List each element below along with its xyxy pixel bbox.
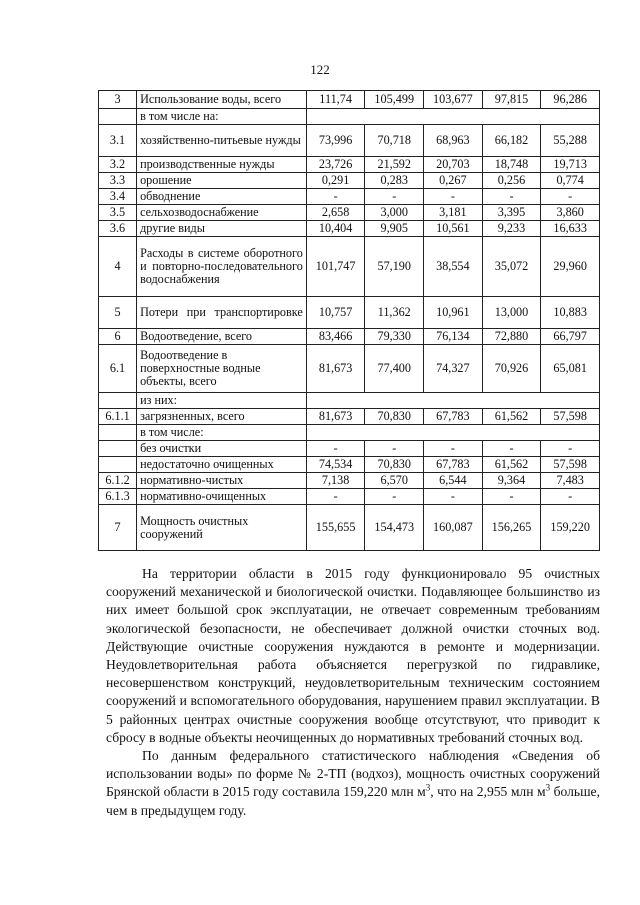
- row-number: [99, 457, 137, 473]
- value-cell: 21,592: [365, 157, 424, 173]
- value-cell: 38,554: [424, 237, 483, 297]
- table-row: [99, 409, 600, 425]
- value-cell: -: [306, 189, 365, 205]
- value-cell: 68,963: [424, 125, 483, 157]
- row-number: 6: [99, 329, 137, 345]
- value-cell: 9,233: [482, 221, 541, 237]
- value-cell: 105,499: [365, 91, 424, 109]
- paragraph-1: На территории области в 2015 году функционировало 95 очистных сооружений механической и биологической очистки. Подавляющее большинство из них имеет большой срок эксплуатации, не отвечает современным требованиям экологической безопасности, не обеспечивает должной очистки сточных вод. Действующие очистные сооружения нуждаются в ремонте и модернизации. Неудовлетворительная работа объясняется перегрузкой по гидравлике, несовершенством конструкций, неудовлетворительным техническим состоянием сооружений и вспомогательного оборудования, нарушением правил эксплуатации. В 5 районных центрах очистные сооружения вообще отсутствуют, что приводит к сбросу в водные объекты неочищенных до нормативных требований сточных вод.: [106, 566, 600, 745]
- row-label: Расходы в системе оборотного и повторно-последовательного водоснабжения: [137, 237, 307, 297]
- page-number: 122: [310, 62, 330, 77]
- row-label: без очистки: [137, 441, 307, 457]
- table-row: [99, 91, 600, 109]
- row-label: Мощность очистных сооружений: [137, 505, 307, 551]
- value-cell: 29,960: [541, 237, 600, 297]
- row-label: другие виды: [137, 221, 307, 237]
- value-cell: 2,658: [306, 205, 365, 221]
- value-cell: 16,633: [541, 221, 600, 237]
- value-cell: -: [541, 189, 600, 205]
- row-number: 3.4: [99, 189, 137, 205]
- value-cell: 0,267: [424, 173, 483, 189]
- row-number: 5: [99, 297, 137, 329]
- table-row: [99, 473, 600, 489]
- row-number: 4: [99, 237, 137, 297]
- value-cell: -: [482, 441, 541, 457]
- table-row: [99, 109, 600, 125]
- value-cell: 3,000: [365, 205, 424, 221]
- value-cell: 23,726: [306, 157, 365, 173]
- value-cell: -: [424, 489, 483, 505]
- row-label: производственные нужды: [137, 157, 307, 173]
- value-cell: 70,830: [365, 409, 424, 425]
- row-number: 3.2: [99, 157, 137, 173]
- value-cell: 7,138: [306, 473, 365, 489]
- row-label: сельхозводоснабжение: [137, 205, 307, 221]
- row-number: 3.3: [99, 173, 137, 189]
- row-number: [99, 441, 137, 457]
- value-cell: 101,747: [306, 237, 365, 297]
- value-cell: 57,190: [365, 237, 424, 297]
- value-cell: -: [365, 189, 424, 205]
- paragraph-2: По данным федерального статистического наблюдения «Сведения об использовании воды» по форме № 2-ТП (водхоз), мощность очистных сооружений Брянской области в 2015 году составила 159,220 млн $м^3$, что на 2,955 млн $м^3$ больше, чем в предыдущем году.: [106, 748, 600, 818]
- value-cell: 57,598: [541, 409, 600, 425]
- table-row: [99, 489, 600, 505]
- table-row: [99, 441, 600, 457]
- value-cell: -: [541, 489, 600, 505]
- value-cell: 67,783: [424, 409, 483, 425]
- value-cell: -: [365, 441, 424, 457]
- value-cell: 6,570: [365, 473, 424, 489]
- value-cell: 66,797: [541, 329, 600, 345]
- table-row: [99, 457, 600, 473]
- table-row: [99, 189, 600, 205]
- value-cell: 103,677: [424, 91, 483, 109]
- value-cell: 155,655: [306, 505, 365, 551]
- row-label: из них:: [137, 393, 307, 409]
- value-cell: 81,673: [306, 345, 365, 393]
- row-number: 6.1.1: [99, 409, 137, 425]
- value-cell: 0,283: [365, 173, 424, 189]
- value-cell: 73,996: [306, 125, 365, 157]
- table-row: [99, 221, 600, 237]
- table-row: [99, 125, 600, 157]
- row-number: 6.1: [99, 345, 137, 393]
- row-number: 3.6: [99, 221, 137, 237]
- table-row: [99, 157, 600, 173]
- value-cell: 70,718: [365, 125, 424, 157]
- value-cell: 3,395: [482, 205, 541, 221]
- value-cell: 9,905: [365, 221, 424, 237]
- row-label: хозяйственно-питьевые нужды: [137, 125, 307, 157]
- value-cell: -: [482, 189, 541, 205]
- value-cell: 10,883: [541, 297, 600, 329]
- water-use-table: [98, 90, 600, 551]
- value-cell: 159,220: [541, 505, 600, 551]
- empty-cell: [306, 109, 599, 125]
- value-cell: 57,598: [541, 457, 600, 473]
- row-number: 7: [99, 505, 137, 551]
- value-cell: 79,330: [365, 329, 424, 345]
- empty-cell: [306, 393, 599, 409]
- table-row: [99, 237, 600, 297]
- value-cell: 61,562: [482, 457, 541, 473]
- value-cell: 70,926: [482, 345, 541, 393]
- row-number: [99, 109, 137, 125]
- value-cell: 9,364: [482, 473, 541, 489]
- value-cell: 66,182: [482, 125, 541, 157]
- value-cell: 74,534: [306, 457, 365, 473]
- value-cell: 13,000: [482, 297, 541, 329]
- value-cell: 20,703: [424, 157, 483, 173]
- value-cell: 55,288: [541, 125, 600, 157]
- value-cell: 97,815: [482, 91, 541, 109]
- value-cell: 111,74: [306, 91, 365, 109]
- value-cell: -: [541, 441, 600, 457]
- value-cell: -: [306, 489, 365, 505]
- row-number: 3.5: [99, 205, 137, 221]
- value-cell: 96,286: [541, 91, 600, 109]
- value-cell: 10,961: [424, 297, 483, 329]
- row-number: 3: [99, 91, 137, 109]
- value-cell: 7,483: [541, 473, 600, 489]
- table-row: [99, 505, 600, 551]
- row-label: Водоотведение, всего: [137, 329, 307, 345]
- value-cell: 83,466: [306, 329, 365, 345]
- empty-cell: [306, 425, 599, 441]
- value-cell: 72,880: [482, 329, 541, 345]
- value-cell: 0,291: [306, 173, 365, 189]
- table-row: [99, 329, 600, 345]
- row-number: [99, 425, 137, 441]
- row-label: Потери при транспортировке: [137, 297, 307, 329]
- value-cell: 10,757: [306, 297, 365, 329]
- value-cell: 160,087: [424, 505, 483, 551]
- value-cell: 74,327: [424, 345, 483, 393]
- table-row: [99, 393, 600, 409]
- value-cell: -: [365, 489, 424, 505]
- value-cell: 3,181: [424, 205, 483, 221]
- body-text: [106, 565, 600, 820]
- row-number: 3.1: [99, 125, 137, 157]
- value-cell: 0,774: [541, 173, 600, 189]
- row-label: Водоотведение в поверхностные водные объекты, всего: [137, 345, 307, 393]
- row-label: недостаточно очищенных: [137, 457, 307, 473]
- value-cell: -: [424, 189, 483, 205]
- value-cell: 67,783: [424, 457, 483, 473]
- value-cell: -: [306, 441, 365, 457]
- row-number: 6.1.2: [99, 473, 137, 489]
- value-cell: 10,561: [424, 221, 483, 237]
- row-label: орошение: [137, 173, 307, 189]
- value-cell: 6,544: [424, 473, 483, 489]
- value-cell: -: [482, 489, 541, 505]
- value-cell: 156,265: [482, 505, 541, 551]
- value-cell: -: [424, 441, 483, 457]
- table-row: [99, 425, 600, 441]
- value-cell: 77,400: [365, 345, 424, 393]
- value-cell: 10,404: [306, 221, 365, 237]
- row-label: нормативно-чистых: [137, 473, 307, 489]
- row-label: в том числе на:: [137, 109, 307, 125]
- value-cell: 65,081: [541, 345, 600, 393]
- value-cell: 61,562: [482, 409, 541, 425]
- value-cell: 81,673: [306, 409, 365, 425]
- value-cell: 11,362: [365, 297, 424, 329]
- value-cell: 19,713: [541, 157, 600, 173]
- value-cell: 154,473: [365, 505, 424, 551]
- value-cell: 18,748: [482, 157, 541, 173]
- row-number: 6.1.3: [99, 489, 137, 505]
- value-cell: 0,256: [482, 173, 541, 189]
- row-label: нормативно-очищенных: [137, 489, 307, 505]
- value-cell: 76,134: [424, 329, 483, 345]
- row-number: [99, 393, 137, 409]
- table-row: [99, 345, 600, 393]
- row-label: Использование воды, всего: [137, 91, 307, 109]
- row-label: обводнение: [137, 189, 307, 205]
- table-row: [99, 205, 600, 221]
- row-label: в том числе:: [137, 425, 307, 441]
- value-cell: 70,830: [365, 457, 424, 473]
- table-row: [99, 173, 600, 189]
- value-cell: 3,860: [541, 205, 600, 221]
- table-row: [99, 297, 600, 329]
- row-label: загрязненных, всего: [137, 409, 307, 425]
- value-cell: 35,072: [482, 237, 541, 297]
